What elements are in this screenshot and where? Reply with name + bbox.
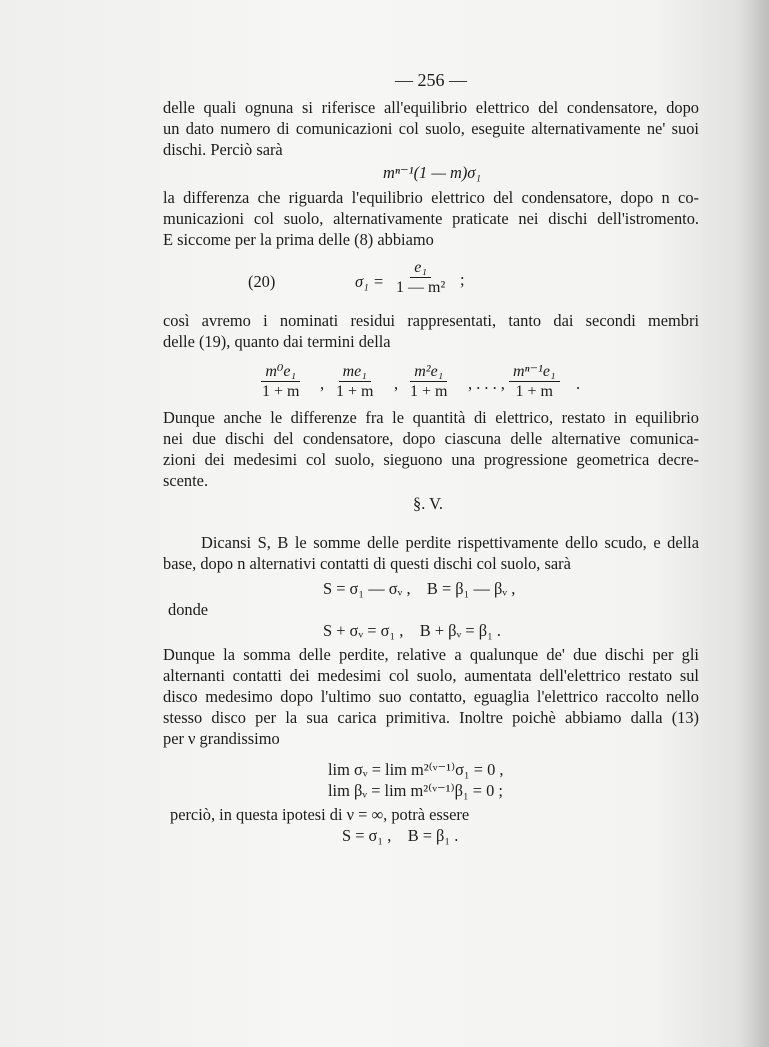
text-line: municazioni col suolo, alternativamente praticate nei dischi dell'istromento. <box>163 209 699 228</box>
separator: , <box>394 374 399 393</box>
page-number: — 256 — <box>395 70 467 90</box>
text-line: E siccome per la prima delle (8) abbiamo <box>163 230 434 249</box>
denominator: 1 + m <box>515 383 553 400</box>
text-line: nei due dischi del condensatore, dopo ciascuna delle alternative comunica- <box>163 429 699 448</box>
text-line: un dato numero di comunicazioni col suolo, eseguite alternativamente ne' suoi <box>163 119 699 138</box>
text-line: delle quali ognuna si riferisce all'equilibrio elettrico del condensatore, dopo <box>163 98 699 117</box>
formula: S + σᵥ = σ₁ , B + βᵥ = β₁ . <box>323 621 501 640</box>
text-line: Dicansi S, B le somme delle perdite rispettivamente dello scudo, e della <box>201 533 699 552</box>
formula: S = σ₁ , B = β₁ . <box>342 826 459 845</box>
denominator: 1 + m <box>336 383 374 400</box>
separator: , . . . , <box>468 374 505 393</box>
numerator: e₁ <box>410 258 431 278</box>
text-line: disco medesimo dopo l'ultimo suo contatto, eguaglia l'elettrico raccolto nello <box>163 687 699 706</box>
text-line: la differenza che riguarda l'equilibrio elettrico del condensatore, dopo n co- <box>163 188 699 207</box>
text-line: zioni dei medesimi col suolo, sieguono una progressione geometrica decre- <box>163 450 699 469</box>
text-line: scente. <box>163 471 209 490</box>
equation-lhs: σ₁ = <box>355 272 384 291</box>
separator: , <box>320 374 325 393</box>
text-line: Dunque la somma delle perdite, relative a qualunque de' due dischi per gli <box>163 645 699 664</box>
text-line: stesso disco per la sua carica primitiva. Inoltre poichè abbiamo dalla (13) <box>163 708 699 727</box>
numerator: me₁ <box>339 362 371 382</box>
text-line: dischi. Perciò sarà <box>163 140 283 159</box>
text-line: delle (19), quanto dai termini della <box>163 332 391 351</box>
fraction <box>406 362 451 401</box>
text-line: donde <box>168 600 209 619</box>
denominator: 1 + m <box>262 383 300 400</box>
section-heading: §. V. <box>413 494 443 513</box>
separator: . <box>576 374 581 393</box>
fraction <box>509 362 560 401</box>
fraction <box>392 258 449 297</box>
equation-tail: ; <box>460 270 465 289</box>
equation-label: (20) <box>248 272 276 291</box>
text-line: alternanti contatti dei medesimi col suolo, aumentata dell'elettrico restato sul <box>163 666 699 685</box>
formula: S = σ₁ — σᵥ , B = β₁ — βᵥ , <box>323 579 516 598</box>
formula: mⁿ⁻¹(1 — m)σ₁ <box>383 163 482 182</box>
fraction <box>332 362 377 401</box>
text-line: base, dopo n alternativi contatti di questi dischi col suolo, sarà <box>163 554 571 573</box>
formula: lim βᵥ = lim m²⁽ᵛ⁻¹⁾β₁ = 0 ; <box>328 781 503 800</box>
text-line: perciò, in questa ipotesi di ν = ∞, potrà essere <box>170 805 470 824</box>
numerator: m⁰e₁ <box>261 362 300 382</box>
text-line: per ν grandissimo <box>163 729 280 748</box>
denominator: 1 + m <box>410 383 448 400</box>
fraction <box>258 362 303 401</box>
numerator: m²e₁ <box>410 362 447 382</box>
text-line: Dunque anche le differenze fra le quantità di elettrico, restato in equilibrio <box>163 408 699 427</box>
text-line: così avremo i nominati residui rappresentati, tanto dai secondi membri <box>163 311 699 330</box>
denominator: 1 — m² <box>396 279 446 296</box>
numerator: mⁿ⁻¹e₁ <box>509 362 560 382</box>
formula: lim σᵥ = lim m²⁽ᵛ⁻¹⁾σ₁ = 0 , <box>328 760 504 779</box>
